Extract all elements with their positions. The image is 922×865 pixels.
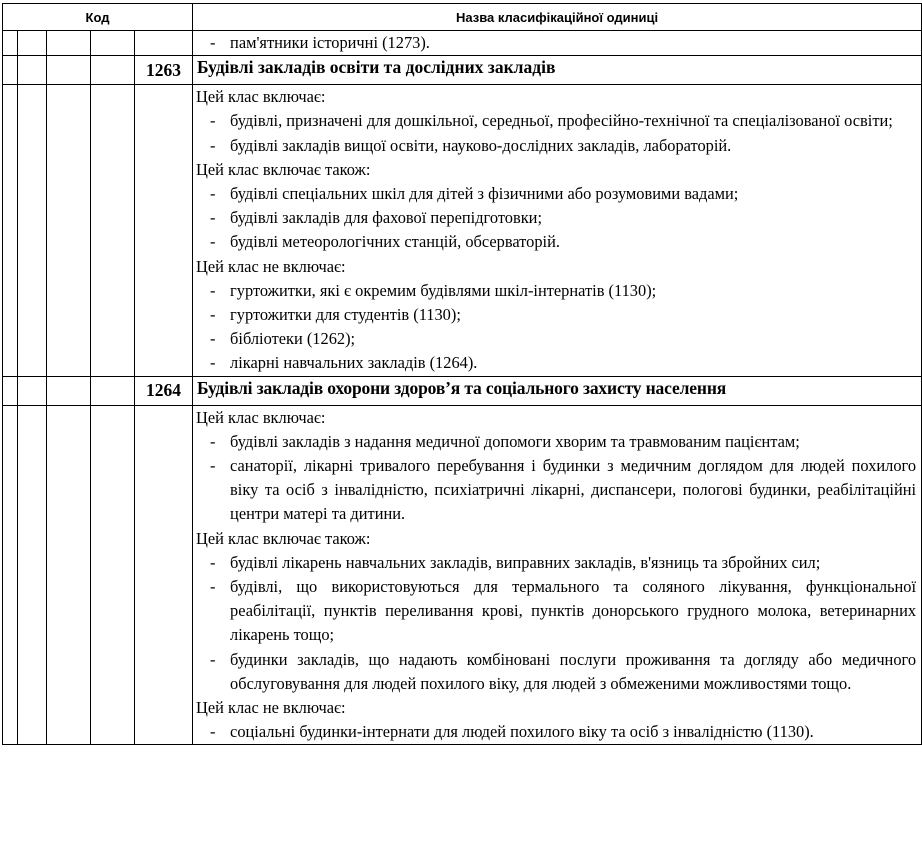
list-item <box>196 31 916 55</box>
code-cell-3 <box>47 31 91 56</box>
list-item-text: гуртожитки, які є окремим будівлями шкіл-інтернатів (1130); <box>230 280 657 300</box>
dash-bullet: - <box>210 431 216 451</box>
list-item-text: лікарні навчальних закладів (1264). <box>230 353 478 373</box>
item-list <box>196 31 916 55</box>
group-intro: Цей клас включає також: <box>196 159 371 179</box>
content-cell <box>193 31 922 56</box>
classification-table <box>2 3 922 745</box>
dash-bullet: - <box>210 305 216 325</box>
section-title-row <box>3 56 922 85</box>
dash-bullet: - <box>210 577 216 597</box>
code-cell-1 <box>3 31 18 56</box>
list-item-text: будівлі лікарень навчальних закладів, виправних закладів, в'язниць та збройних сил; <box>230 552 821 572</box>
dash-bullet: - <box>210 33 216 52</box>
dash-bullet: - <box>210 135 216 155</box>
list-item <box>196 109 916 133</box>
list-item <box>196 648 916 696</box>
dash-bullet: - <box>210 329 216 349</box>
list-item-text: будівлі спеціальних шкіл для дітей з фізичними або розумовими вадами; <box>230 184 739 204</box>
list-item-text: будівлі закладів вищої освіти, науково-дослідних закладів, лабораторій. <box>230 135 732 155</box>
list-item <box>196 551 916 575</box>
list-item-text: бібліотеки (1262); <box>230 329 356 349</box>
list-item <box>196 454 916 527</box>
list-item-text: будинки закладів, що надають комбіновані послуги проживання та догляду або медичного обслуговування для людей похилого віку, для людей з обмеженими можливостями тощо. <box>230 649 917 693</box>
list-item-text: будівлі закладів для фахової перепідготовки; <box>230 208 543 228</box>
section-code: 1263 <box>135 56 193 85</box>
name-column-header: Назва класифікаційної одиниці <box>193 4 922 31</box>
group-intro: Цей клас не включає: <box>196 698 346 718</box>
item-list <box>196 551 916 696</box>
section-title: Будівлі закладів охорони здоров’я та соціального захисту населення <box>193 376 922 405</box>
dash-bullet: - <box>210 552 216 572</box>
group-intro: Цей клас включає: <box>196 407 326 427</box>
group-intro: Цей клас включає: <box>196 87 326 107</box>
code-cell-2 <box>18 31 47 56</box>
section-title-row <box>3 376 922 405</box>
list-item-text: будівлі метеорологічних станцій, обсерваторій. <box>230 232 560 252</box>
list-item <box>196 430 916 454</box>
list-item <box>196 327 916 351</box>
dash-bullet: - <box>210 456 216 476</box>
group-intro: Цей клас включає також: <box>196 528 371 548</box>
section-content <box>193 85 922 376</box>
dash-bullet: - <box>210 232 216 252</box>
section-content-row <box>3 85 922 376</box>
group-intro: Цей клас не включає: <box>196 256 346 276</box>
list-item-text: соціальні будинки-інтернати для людей похилого віку та осіб з інвалідністю (1130). <box>230 722 814 742</box>
code-column-header: Код <box>3 4 193 31</box>
code-cell-5 <box>135 31 193 56</box>
list-item <box>196 279 916 303</box>
list-item <box>196 134 916 158</box>
table-row <box>3 31 922 56</box>
list-item <box>196 720 916 744</box>
list-item <box>196 230 916 254</box>
list-item-text: гуртожитки для студентів (1130); <box>230 305 461 325</box>
list-item-text: будівлі, що використовуються для термального та соляного лікування, функціональної реабілітації, пунктів переливання крові, пунктів донорського грудного молока, ветеринарних лікарень тощо; <box>230 577 917 645</box>
list-item <box>196 575 916 648</box>
list-item-text: будівлі закладів з надання медичної допомоги хворим та травмованим пацієнтам; <box>230 431 800 451</box>
list-item <box>196 351 916 375</box>
list-item <box>196 182 916 206</box>
list-item <box>196 206 916 230</box>
dash-bullet: - <box>210 353 216 373</box>
item-list <box>196 109 916 157</box>
list-item-text: санаторії, лікарні тривалого перебування і будинки з медичним доглядом для людей похилого віку та осіб з інвалідністю, психіатричні лікарні, диспансери, пологові будинки, реабілітаційні центри матері та дитини. <box>230 456 917 524</box>
dash-bullet: - <box>210 722 216 742</box>
dash-bullet: - <box>210 208 216 228</box>
list-item-text: будівлі, призначені для дошкільної, середньої, професійно-технічної та спеціалізованої освіти; <box>230 111 893 131</box>
list-item-text: пам'ятники історичні (1273). <box>230 33 430 52</box>
list-item <box>196 303 916 327</box>
dash-bullet: - <box>210 649 216 669</box>
section-title: Будівлі закладів освіти та дослідних закладів <box>193 56 922 85</box>
dash-bullet: - <box>210 111 216 131</box>
dash-bullet: - <box>210 184 216 204</box>
section-content <box>193 405 922 745</box>
section-code: 1264 <box>135 376 193 405</box>
item-list <box>196 720 916 744</box>
section-content-row <box>3 405 922 745</box>
item-list <box>196 182 916 255</box>
dash-bullet: - <box>210 280 216 300</box>
table-header-row <box>3 4 922 31</box>
code-cell-4 <box>91 31 135 56</box>
item-list <box>196 279 916 376</box>
item-list <box>196 430 916 527</box>
